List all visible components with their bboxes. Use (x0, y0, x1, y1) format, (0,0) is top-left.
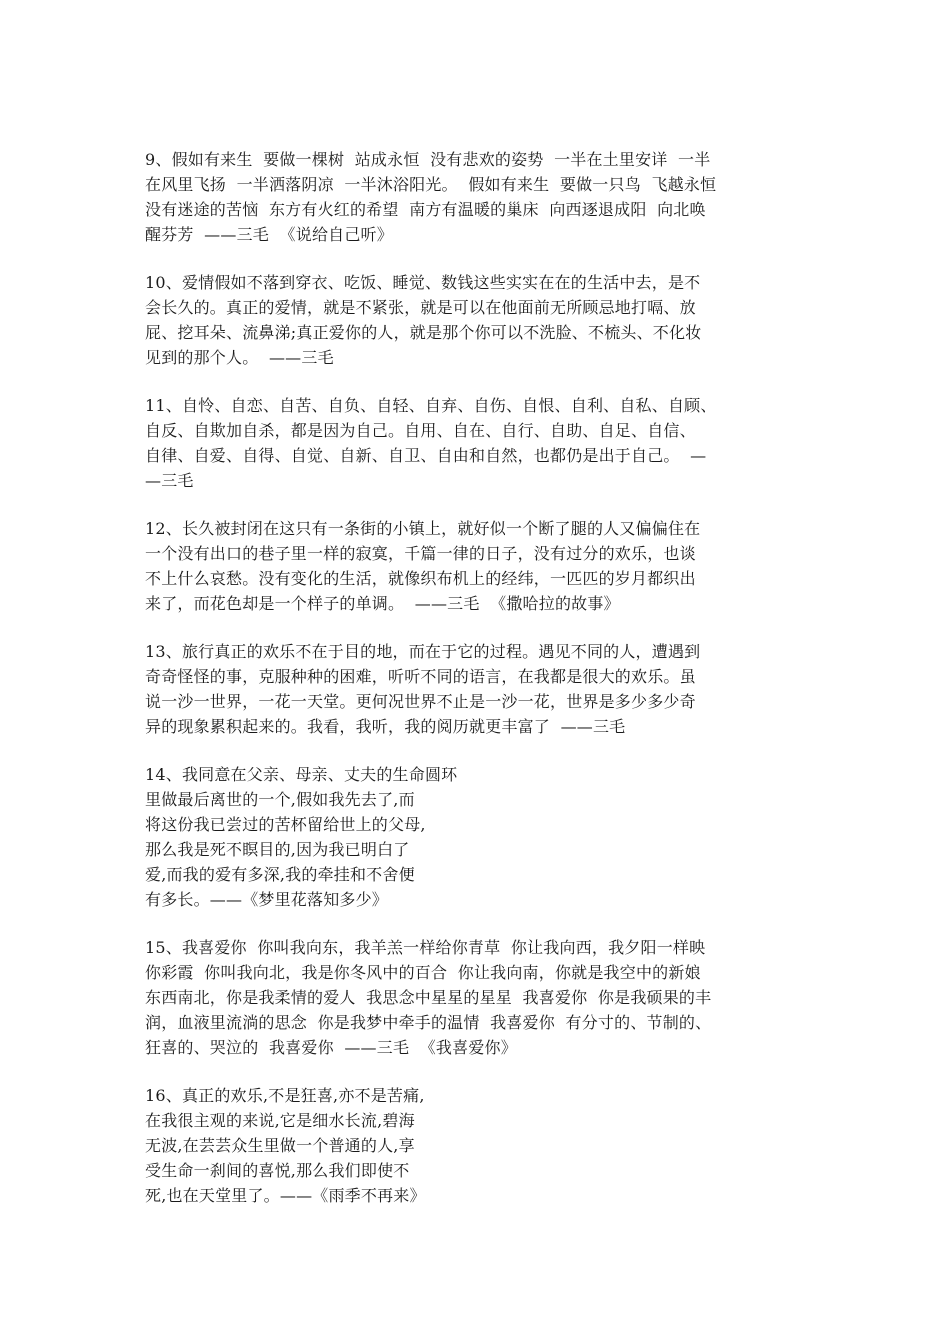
text-line: 自律、自爱、自得、自觉、自新、自卫、自由和自然，也都仍是出于自己。 — (145, 446, 707, 465)
quote-paragraph-9 (145, 147, 825, 247)
text-line: 爱,而我的爱有多深,我的牵挂和不舍便 (145, 865, 415, 884)
text-line: 没有迷途的苦恼 东方有火红的希望 南方有温暖的巢床 向西逐退成阳 向北唤 (145, 200, 706, 219)
document-page (145, 147, 825, 1231)
quote-paragraph-10 (145, 270, 825, 370)
quote-paragraph-11 (145, 393, 825, 493)
text-line: 异的现象累积起来的。我看，我听，我的阅历就更丰富了 ——三毛 (145, 717, 626, 736)
text-line: 在风里飞扬 一半洒落阴凉 一半沐浴阳光。 假如有来生 要做一只鸟 飞越永恒 (145, 175, 717, 194)
text-line: 9、假如有来生 要做一棵树 站成永恒 没有悲欢的姿势 一半在土里安详 一半 (145, 150, 711, 169)
text-line: 一个没有出口的巷子里一样的寂寞，千篇一律的日子，没有过分的欢乐，也谈 (145, 544, 696, 563)
quote-paragraph-13 (145, 639, 825, 739)
text-line: 东西南北，你是我柔情的爱人 我思念中星星的星星 我喜爱你 你是我硕果的丰 (145, 988, 712, 1007)
text-line: 14、我同意在父亲、母亲、丈夫的生命圆环 (145, 765, 458, 784)
quote-paragraph-16 (145, 1083, 825, 1208)
text-line: 受生命一刹间的喜悦,那么我们即使不 (145, 1161, 410, 1180)
text-line: 无波,在芸芸众生里做一个普通的人,享 (145, 1136, 415, 1155)
text-line: 有多长。——《梦里花落知多少》 (145, 890, 389, 909)
text-line: 你彩霞 你叫我向北，我是你冬风中的百合 你让我向南，你就是我空中的新娘 (145, 963, 701, 982)
text-line: 10、爱情假如不落到穿衣、吃饭、睡觉、数钱这些实实在在的生活中去，是不 (145, 273, 701, 292)
text-line: 狂喜的、哭泣的 我喜爱你 ——三毛 《我喜爱你》 (145, 1038, 517, 1057)
text-line: 15、我喜爱你 你叫我向东，我羊羔一样给你青草 你让我向西，我夕阳一样映 (145, 938, 706, 957)
text-line: 里做最后离世的一个,假如我先去了,而 (145, 790, 415, 809)
text-line: 12、长久被封闭在这只有一条街的小镇上，就好似一个断了腿的人又偏偏住在 (145, 519, 701, 538)
text-line: —三毛 (145, 471, 194, 490)
quote-paragraph-15 (145, 935, 825, 1060)
text-line: 奇奇怪怪的事，克服种种的困难，听听不同的语言，在我都是很大的欢乐。虽 (145, 667, 696, 686)
text-line: 见到的那个人。 ——三毛 (145, 348, 334, 367)
text-line: 会长久的。真正的爱情，就是不紧张，就是可以在他面前无所顾忌地打嗝、放 (145, 298, 696, 317)
text-line: 那么我是死不瞑目的,因为我已明白了 (145, 840, 410, 859)
text-line: 自反、自欺加自杀，都是因为自己。自用、自在、自行、自助、自足、自信、 (145, 421, 696, 440)
text-line: 将这份我已尝过的苦杯留给世上的父母, (145, 815, 426, 834)
text-line: 在我很主观的来说,它是细水长流,碧海 (145, 1111, 415, 1130)
text-line: 16、真正的欢乐,不是狂喜,亦不是苦痛, (145, 1086, 425, 1105)
text-line: 说一沙一世界，一花一天堂。更何况世界不止是一沙一花，世界是多少多少奇 (145, 692, 696, 711)
quote-paragraph-14 (145, 762, 825, 912)
text-line: 死,也在天堂里了。——《雨季不再来》 (145, 1186, 426, 1205)
text-line: 来了，而花色却是一个样子的单调。 ——三毛 《撒哈拉的故事》 (145, 594, 620, 613)
text-line: 醒芬芳 ——三毛 《说给自己听》 (145, 225, 393, 244)
text-line: 润，血液里流淌的思念 你是我梦中牵手的温情 我喜爱你 有分寸的、节制的、 (145, 1013, 712, 1032)
text-line: 11、自怜、自恋、自苦、自负、自轻、自弃、自伤、自恨、自利、自私、自顾、 (145, 396, 717, 415)
text-line: 不上什么哀愁。没有变化的生活，就像织布机上的经纬，一匹匹的岁月都织出 (145, 569, 696, 588)
text-line: 屁、挖耳朵、流鼻涕;真正爱你的人，就是那个你可以不洗脸、不梳头、不化妆 (145, 323, 702, 342)
text-line: 13、旅行真正的欢乐不在于目的地，而在于它的过程。遇见不同的人，遭遇到 (145, 642, 701, 661)
quote-paragraph-12 (145, 516, 825, 616)
